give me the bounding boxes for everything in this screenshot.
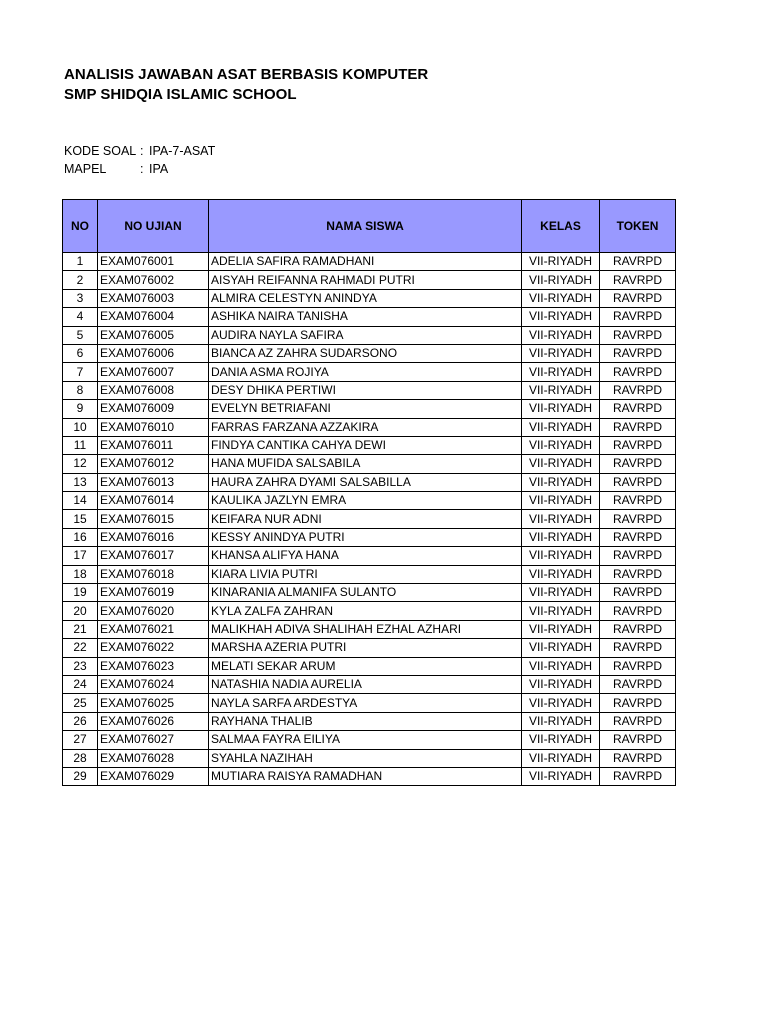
school-name: SMP SHIDQIA ISLAMIC SCHOOL [64,86,297,103]
cell-token: RAVRPD [600,455,676,473]
mapel-separator: : [140,162,144,176]
table-row [63,436,676,454]
cell-kelas: VII-RIYADH [522,473,600,491]
cell-no-ujian: EXAM076008 [98,381,209,399]
cell-nama-siswa: ALMIRA CELESTYN ANINDYA [209,289,522,307]
cell-nama-siswa: HAURA ZAHRA DYAMI SALSABILLA [209,473,522,491]
cell-no: 23 [63,657,98,675]
cell-no-ujian: EXAM076010 [98,418,209,436]
column-header-no-ujian: NO UJIAN [98,200,209,253]
cell-no: 27 [63,731,98,749]
cell-token: RAVRPD [600,584,676,602]
cell-no-ujian: EXAM076023 [98,657,209,675]
cell-token: RAVRPD [600,749,676,767]
cell-kelas: VII-RIYADH [522,492,600,510]
cell-kelas: VII-RIYADH [522,584,600,602]
cell-kelas: VII-RIYADH [522,326,600,344]
cell-no-ujian: EXAM076005 [98,326,209,344]
cell-no-ujian: EXAM076007 [98,363,209,381]
cell-no: 6 [63,344,98,362]
cell-nama-siswa: KEIFARA NUR ADNI [209,510,522,528]
cell-no: 1 [63,253,98,271]
cell-kelas: VII-RIYADH [522,308,600,326]
table-row [63,400,676,418]
kode-soal-row [64,142,215,160]
mapel-row [64,160,215,178]
cell-token: RAVRPD [600,712,676,730]
cell-no: 19 [63,584,98,602]
table-row [63,675,676,693]
cell-no: 7 [63,363,98,381]
table-row [63,271,676,289]
kode-soal-separator: : [140,144,144,158]
mapel-value: IPA [149,162,169,176]
cell-nama-siswa: KINARANIA ALMANIFA SULANTO [209,584,522,602]
cell-kelas: VII-RIYADH [522,436,600,454]
cell-token: RAVRPD [600,363,676,381]
cell-token: RAVRPD [600,473,676,491]
cell-no-ujian: EXAM076004 [98,308,209,326]
table-row [63,510,676,528]
cell-no-ujian: EXAM076014 [98,492,209,510]
cell-kelas: VII-RIYADH [522,657,600,675]
cell-no-ujian: EXAM076020 [98,602,209,620]
cell-nama-siswa: NATASHIA NADIA AURELIA [209,675,522,693]
cell-token: RAVRPD [600,418,676,436]
cell-no-ujian: EXAM076022 [98,639,209,657]
mapel-label: MAPEL [64,162,107,176]
cell-nama-siswa: ASHIKA NAIRA TANISHA [209,308,522,326]
cell-kelas: VII-RIYADH [522,400,600,418]
cell-no: 21 [63,620,98,638]
cell-no: 8 [63,381,98,399]
cell-kelas: VII-RIYADH [522,363,600,381]
cell-no-ujian: EXAM076011 [98,436,209,454]
cell-token: RAVRPD [600,675,676,693]
table-row [63,363,676,381]
cell-nama-siswa: SYAHLA NAZIHAH [209,749,522,767]
cell-no-ujian: EXAM076024 [98,675,209,693]
cell-no: 26 [63,712,98,730]
cell-nama-siswa: DESY DHIKA PERTIWI [209,381,522,399]
kode-soal-label: KODE SOAL [64,144,137,158]
cell-kelas: VII-RIYADH [522,639,600,657]
cell-no: 12 [63,455,98,473]
cell-no-ujian: EXAM076002 [98,271,209,289]
cell-no-ujian: EXAM076001 [98,253,209,271]
table-row [63,694,676,712]
cell-token: RAVRPD [600,639,676,657]
cell-token: RAVRPD [600,565,676,583]
cell-token: RAVRPD [600,547,676,565]
cell-no: 22 [63,639,98,657]
cell-token: RAVRPD [600,344,676,362]
cell-nama-siswa: RAYHANA THALIB [209,712,522,730]
cell-nama-siswa: AUDIRA NAYLA SAFIRA [209,326,522,344]
cell-nama-siswa: FARRAS FARZANA AZZAKIRA [209,418,522,436]
cell-kelas: VII-RIYADH [522,694,600,712]
cell-nama-siswa: MARSHA AZERIA PUTRI [209,639,522,657]
cell-no: 2 [63,271,98,289]
cell-kelas: VII-RIYADH [522,712,600,730]
cell-nama-siswa: EVELYN BETRIAFANI [209,400,522,418]
cell-no: 20 [63,602,98,620]
table-row [63,308,676,326]
cell-token: RAVRPD [600,694,676,712]
cell-no: 29 [63,767,98,785]
table-body [63,253,676,786]
cell-kelas: VII-RIYADH [522,675,600,693]
table-row [63,584,676,602]
cell-token: RAVRPD [600,528,676,546]
document-title: ANALISIS JAWABAN ASAT BERBASIS KOMPUTER [64,66,429,83]
cell-kelas: VII-RIYADH [522,344,600,362]
cell-no: 10 [63,418,98,436]
cell-nama-siswa: MUTIARA RAISYA RAMADHAN [209,767,522,785]
cell-nama-siswa: SALMAA FAYRA EILIYA [209,731,522,749]
cell-nama-siswa: NAYLA SARFA ARDESTYA [209,694,522,712]
cell-token: RAVRPD [600,308,676,326]
cell-kelas: VII-RIYADH [522,602,600,620]
table-row [63,731,676,749]
cell-no-ujian: EXAM076026 [98,712,209,730]
cell-nama-siswa: KAULIKA JAZLYN EMRA [209,492,522,510]
cell-token: RAVRPD [600,271,676,289]
cell-no: 16 [63,528,98,546]
table-row [63,344,676,362]
table-row [63,473,676,491]
cell-nama-siswa: AISYAH REIFANNA RAHMADI PUTRI [209,271,522,289]
cell-nama-siswa: ADELIA SAFIRA RAMADHANI [209,253,522,271]
cell-no-ujian: EXAM076027 [98,731,209,749]
cell-kelas: VII-RIYADH [522,528,600,546]
cell-no: 25 [63,694,98,712]
cell-no: 14 [63,492,98,510]
cell-nama-siswa: KYLA ZALFA ZAHRAN [209,602,522,620]
cell-token: RAVRPD [600,400,676,418]
cell-nama-siswa: DANIA ASMA ROJIYA [209,363,522,381]
table-row [63,418,676,436]
table-row [63,289,676,307]
cell-token: RAVRPD [600,436,676,454]
cell-no-ujian: EXAM076018 [98,565,209,583]
cell-token: RAVRPD [600,253,676,271]
cell-no: 15 [63,510,98,528]
cell-kelas: VII-RIYADH [522,749,600,767]
cell-token: RAVRPD [600,289,676,307]
cell-no-ujian: EXAM076006 [98,344,209,362]
table-row [63,620,676,638]
cell-no-ujian: EXAM076015 [98,510,209,528]
table-header-row [63,200,676,253]
cell-no: 5 [63,326,98,344]
cell-kelas: VII-RIYADH [522,271,600,289]
cell-no-ujian: EXAM076016 [98,528,209,546]
cell-kelas: VII-RIYADH [522,620,600,638]
cell-no-ujian: EXAM076017 [98,547,209,565]
kode-soal-value: IPA-7-ASAT [149,144,216,158]
cell-no: 4 [63,308,98,326]
cell-token: RAVRPD [600,620,676,638]
cell-no: 9 [63,400,98,418]
table-row [63,657,676,675]
cell-nama-siswa: KHANSA ALIFYA HANA [209,547,522,565]
cell-no-ujian: EXAM076009 [98,400,209,418]
table-row [63,381,676,399]
cell-no: 24 [63,675,98,693]
cell-no-ujian: EXAM076019 [98,584,209,602]
cell-kelas: VII-RIYADH [522,418,600,436]
cell-no: 13 [63,473,98,491]
cell-no: 28 [63,749,98,767]
cell-kelas: VII-RIYADH [522,455,600,473]
cell-no: 3 [63,289,98,307]
cell-token: RAVRPD [600,731,676,749]
cell-nama-siswa: KIARA LIVIA PUTRI [209,565,522,583]
cell-nama-siswa: MALIKHAH ADIVA SHALIHAH EZHAL AZHARI [209,620,522,638]
cell-token: RAVRPD [600,326,676,344]
cell-no: 18 [63,565,98,583]
table-row [63,565,676,583]
cell-kelas: VII-RIYADH [522,731,600,749]
cell-no-ujian: EXAM076025 [98,694,209,712]
cell-no: 17 [63,547,98,565]
cell-token: RAVRPD [600,657,676,675]
column-header-no: NO [63,200,98,253]
cell-kelas: VII-RIYADH [522,381,600,399]
cell-no-ujian: EXAM076021 [98,620,209,638]
table-row [63,547,676,565]
table-row [63,492,676,510]
exam-meta [64,142,215,178]
cell-no-ujian: EXAM076029 [98,767,209,785]
cell-nama-siswa: BIANCA AZ ZAHRA SUDARSONO [209,344,522,362]
column-header-nama-siswa: NAMA SISWA [209,200,522,253]
cell-no-ujian: EXAM076013 [98,473,209,491]
cell-token: RAVRPD [600,492,676,510]
cell-nama-siswa: KESSY ANINDYA PUTRI [209,528,522,546]
cell-nama-siswa: MELATI SEKAR ARUM [209,657,522,675]
cell-token: RAVRPD [600,767,676,785]
table-row [63,749,676,767]
table-row [63,528,676,546]
cell-token: RAVRPD [600,602,676,620]
cell-no-ujian: EXAM076028 [98,749,209,767]
table-row [63,639,676,657]
cell-no-ujian: EXAM076012 [98,455,209,473]
table-row [63,602,676,620]
table-row [63,253,676,271]
cell-no: 11 [63,436,98,454]
cell-token: RAVRPD [600,510,676,528]
cell-token: RAVRPD [600,381,676,399]
column-header-token: TOKEN [600,200,676,253]
cell-kelas: VII-RIYADH [522,547,600,565]
table-row [63,455,676,473]
student-table [62,199,676,786]
cell-kelas: VII-RIYADH [522,767,600,785]
cell-nama-siswa: FINDYA CANTIKA CAHYA DEWI [209,436,522,454]
cell-kelas: VII-RIYADH [522,253,600,271]
cell-no-ujian: EXAM076003 [98,289,209,307]
table-row [63,326,676,344]
table-row [63,767,676,785]
cell-kelas: VII-RIYADH [522,565,600,583]
table-row [63,712,676,730]
cell-kelas: VII-RIYADH [522,510,600,528]
cell-kelas: VII-RIYADH [522,289,600,307]
cell-nama-siswa: HANA MUFIDA SALSABILA [209,455,522,473]
column-header-kelas: KELAS [522,200,600,253]
